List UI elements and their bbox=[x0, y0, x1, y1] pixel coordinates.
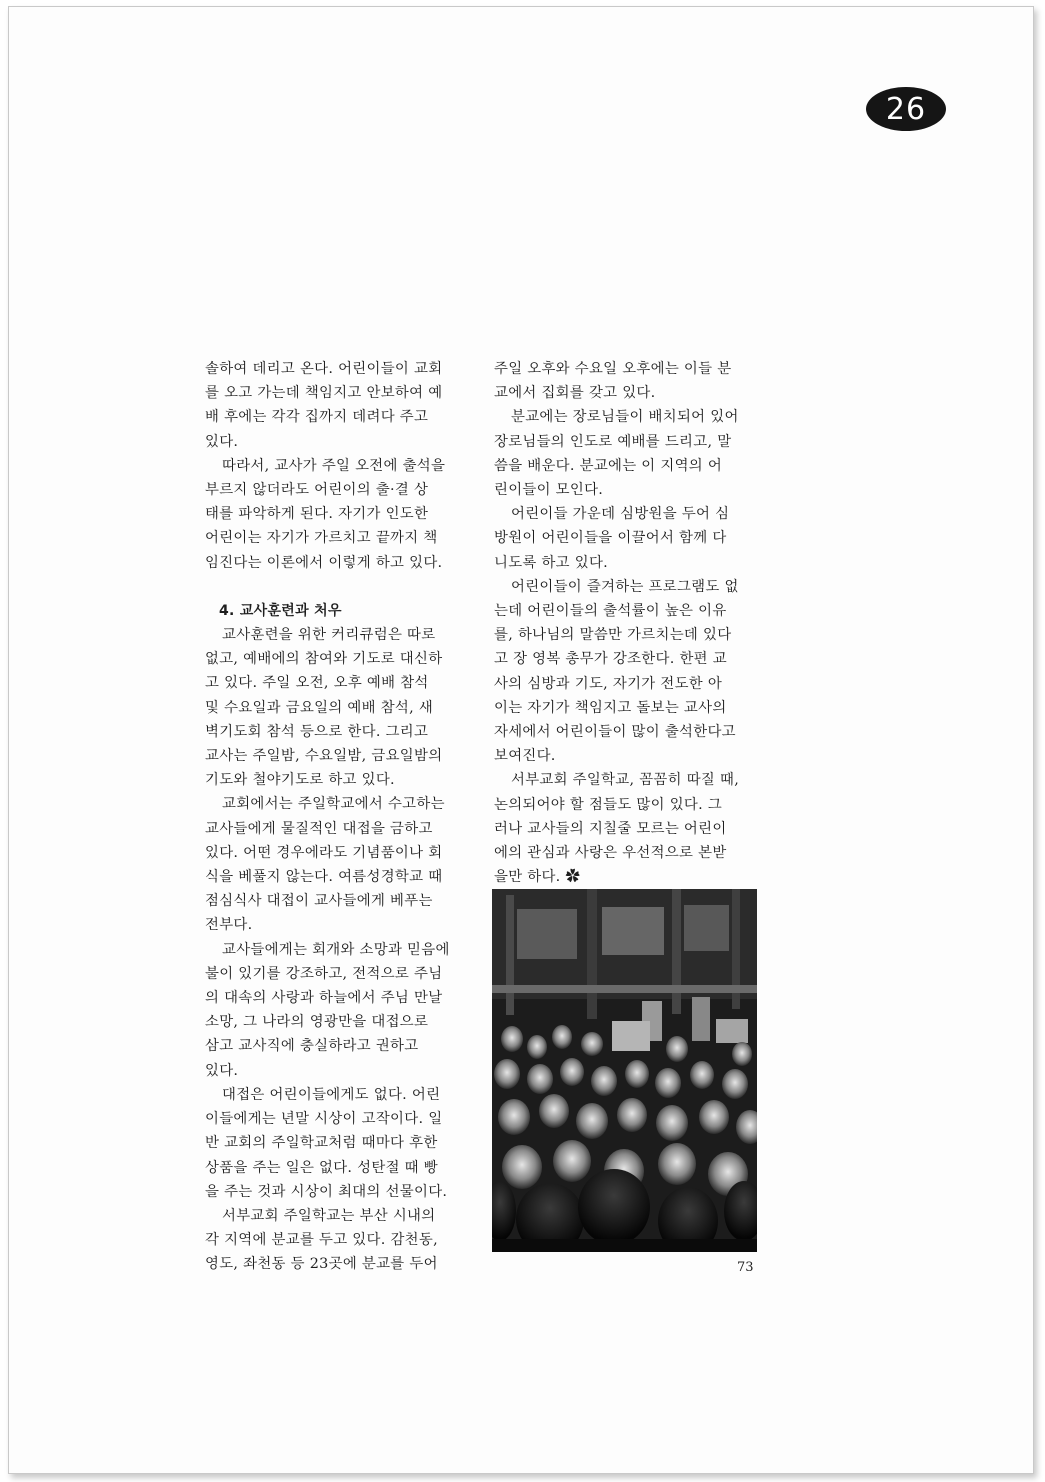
text-line: 교회에서는 주일학교에서 수고하는 bbox=[222, 796, 445, 813]
text-line: 자세에서 어린이들이 많이 출석한다고 bbox=[494, 724, 736, 741]
page-number: 73 bbox=[737, 1260, 754, 1275]
text-line: 교에서 집회를 갖고 있다. bbox=[494, 385, 656, 402]
text-line: 및 수요일과 금요일의 예배 참석, 새 bbox=[205, 699, 434, 716]
text-line: 교사들에게는 회개와 소망과 믿음에 bbox=[222, 941, 450, 958]
text-line: 반 교회의 주일학교처럼 때마다 후한 bbox=[205, 1135, 438, 1152]
text-line: 배 후에는 각각 집까지 데려다 주고 bbox=[205, 409, 429, 426]
text-line: 이들에게는 년말 시상이 고작이다. 일 bbox=[205, 1111, 443, 1128]
text-line: 솔하여 데리고 온다. 어린이들이 교회 bbox=[205, 361, 443, 377]
article-number: 26 bbox=[885, 91, 927, 127]
article-number-badge bbox=[866, 87, 946, 131]
text-line: 어린이들 가운데 심방원을 두어 심 bbox=[511, 506, 730, 523]
text-line: 를 오고 가는데 책임지고 안보하여 예 bbox=[205, 385, 443, 402]
text-line: 교사들에게 물질적인 대접을 금하고 bbox=[205, 820, 433, 837]
text-line: 사의 심방과 기도, 자기가 전도한 아 bbox=[494, 675, 723, 692]
text-line: 벽기도회 참석 등으로 한다. 그리고 bbox=[205, 723, 429, 740]
text-line: 임진다는 이론에서 이렇게 하고 있다. bbox=[205, 554, 443, 571]
text-line: 니도록 하고 있다. bbox=[494, 554, 609, 571]
text-line: 린이들이 모인다. bbox=[494, 482, 604, 499]
text-line: 고 장 영복 총무가 강조한다. 한편 교 bbox=[494, 651, 727, 668]
text-line: 씀을 배운다. 분교에는 이 지역의 어 bbox=[494, 457, 723, 474]
text-line: 분교에는 장로님들이 배치되어 있어 bbox=[511, 409, 739, 426]
text-line: 있다. 어떤 경우에라도 기념품이나 회 bbox=[205, 844, 443, 861]
text-line: 어린이는 자기가 가르치고 끝까지 책 bbox=[205, 530, 438, 547]
text-line: 를, 하나님의 말씀만 가르치는데 있다 bbox=[494, 627, 732, 644]
text-line: 교사훈련을 위한 커리큐럼은 따로 bbox=[222, 627, 436, 644]
text-line: 방원이 어린이들을 이끌어서 함께 다 bbox=[494, 530, 727, 547]
text-line: 주일 오후와 수요일 오후에는 이들 분 bbox=[494, 361, 732, 377]
text-line: 있다. bbox=[205, 433, 239, 450]
text-line: 을 주는 것과 시상이 최대의 선물이다. bbox=[205, 1183, 448, 1200]
text-line-final bbox=[494, 865, 759, 889]
text-line: 태를 파악하게 된다. 자기가 인도한 bbox=[205, 506, 429, 523]
text-line: 있다. bbox=[205, 1062, 239, 1079]
text-line: 는데 어린이들의 출석률이 높은 이유 bbox=[494, 603, 727, 620]
text-line: 상품을 주는 일은 없다. 성탄절 때 빵 bbox=[205, 1159, 438, 1176]
text-line: 전부다. bbox=[205, 917, 253, 934]
text-line: 삼고 교사직에 충실하라고 권하고 bbox=[205, 1038, 419, 1055]
text-line: 대접은 어린이들에게도 없다. 어린 bbox=[222, 1086, 441, 1103]
text-line: 이는 자기가 책임지고 돌보는 교사의 bbox=[494, 699, 727, 716]
text-line: 교사는 주일밤, 수요일밤, 금요일밤의 bbox=[205, 748, 443, 765]
text-line: 점심식사 대접이 교사들에게 베푸는 bbox=[205, 893, 433, 910]
text-line: 에의 관심과 사랑은 우선적으로 본받 bbox=[494, 845, 727, 862]
section-heading: 4. 교사훈련과 처우 bbox=[219, 602, 342, 619]
text-line: 소망, 그 나라의 영광만을 대접으로 bbox=[205, 1014, 429, 1031]
text-line: 러나 교사들의 지칠줄 모르는 어린이 bbox=[494, 820, 727, 837]
left-text-column bbox=[205, 357, 470, 1277]
end-mark-icon: ✿ bbox=[565, 869, 581, 886]
text-line: 식을 베풀지 않는다. 여름성경학교 때 bbox=[205, 869, 443, 886]
photo-children-congregation bbox=[492, 889, 757, 1252]
text-line: 논의되어야 할 점들도 많이 있다. 그 bbox=[494, 796, 723, 813]
magazine-page bbox=[8, 6, 1034, 1474]
text-line: 기도와 철야기도로 하고 있다. bbox=[205, 772, 395, 789]
text-line: 부르지 않더라도 어린이의 출·결 상 bbox=[205, 482, 429, 499]
text-line: 서부교회 주일학교는 부산 시내의 bbox=[222, 1207, 436, 1224]
text-line: 따라서, 교사가 주일 오전에 출석을 bbox=[222, 457, 446, 474]
text-line: 고 있다. 주일 오전, 오후 예배 참석 bbox=[205, 675, 429, 692]
final-text: 을만 하다. bbox=[494, 869, 561, 886]
text-line: 불이 있기를 강조하고, 전적으로 주님 bbox=[205, 965, 443, 982]
text-line: 각 지역에 분교를 두고 있다. 감천동, bbox=[205, 1232, 438, 1249]
text-line: 영도, 좌천동 등 23곳에 분교를 두어 bbox=[205, 1256, 438, 1273]
text-line: 어린이들이 즐겨하는 프로그램도 없 bbox=[511, 578, 739, 595]
text-line: 의 대속의 사랑과 하늘에서 주님 만날 bbox=[205, 990, 443, 1007]
right-text-column bbox=[494, 357, 759, 889]
text-line: 없고, 예배에의 참여와 기도로 대신하 bbox=[205, 651, 443, 668]
text-line: 서부교회 주일학교, 꼼꼼히 따질 때, bbox=[511, 772, 740, 789]
text-line: 장로님들의 인도로 예배를 드리고, 말 bbox=[494, 433, 732, 450]
text-line: 보여진다. bbox=[494, 748, 556, 765]
